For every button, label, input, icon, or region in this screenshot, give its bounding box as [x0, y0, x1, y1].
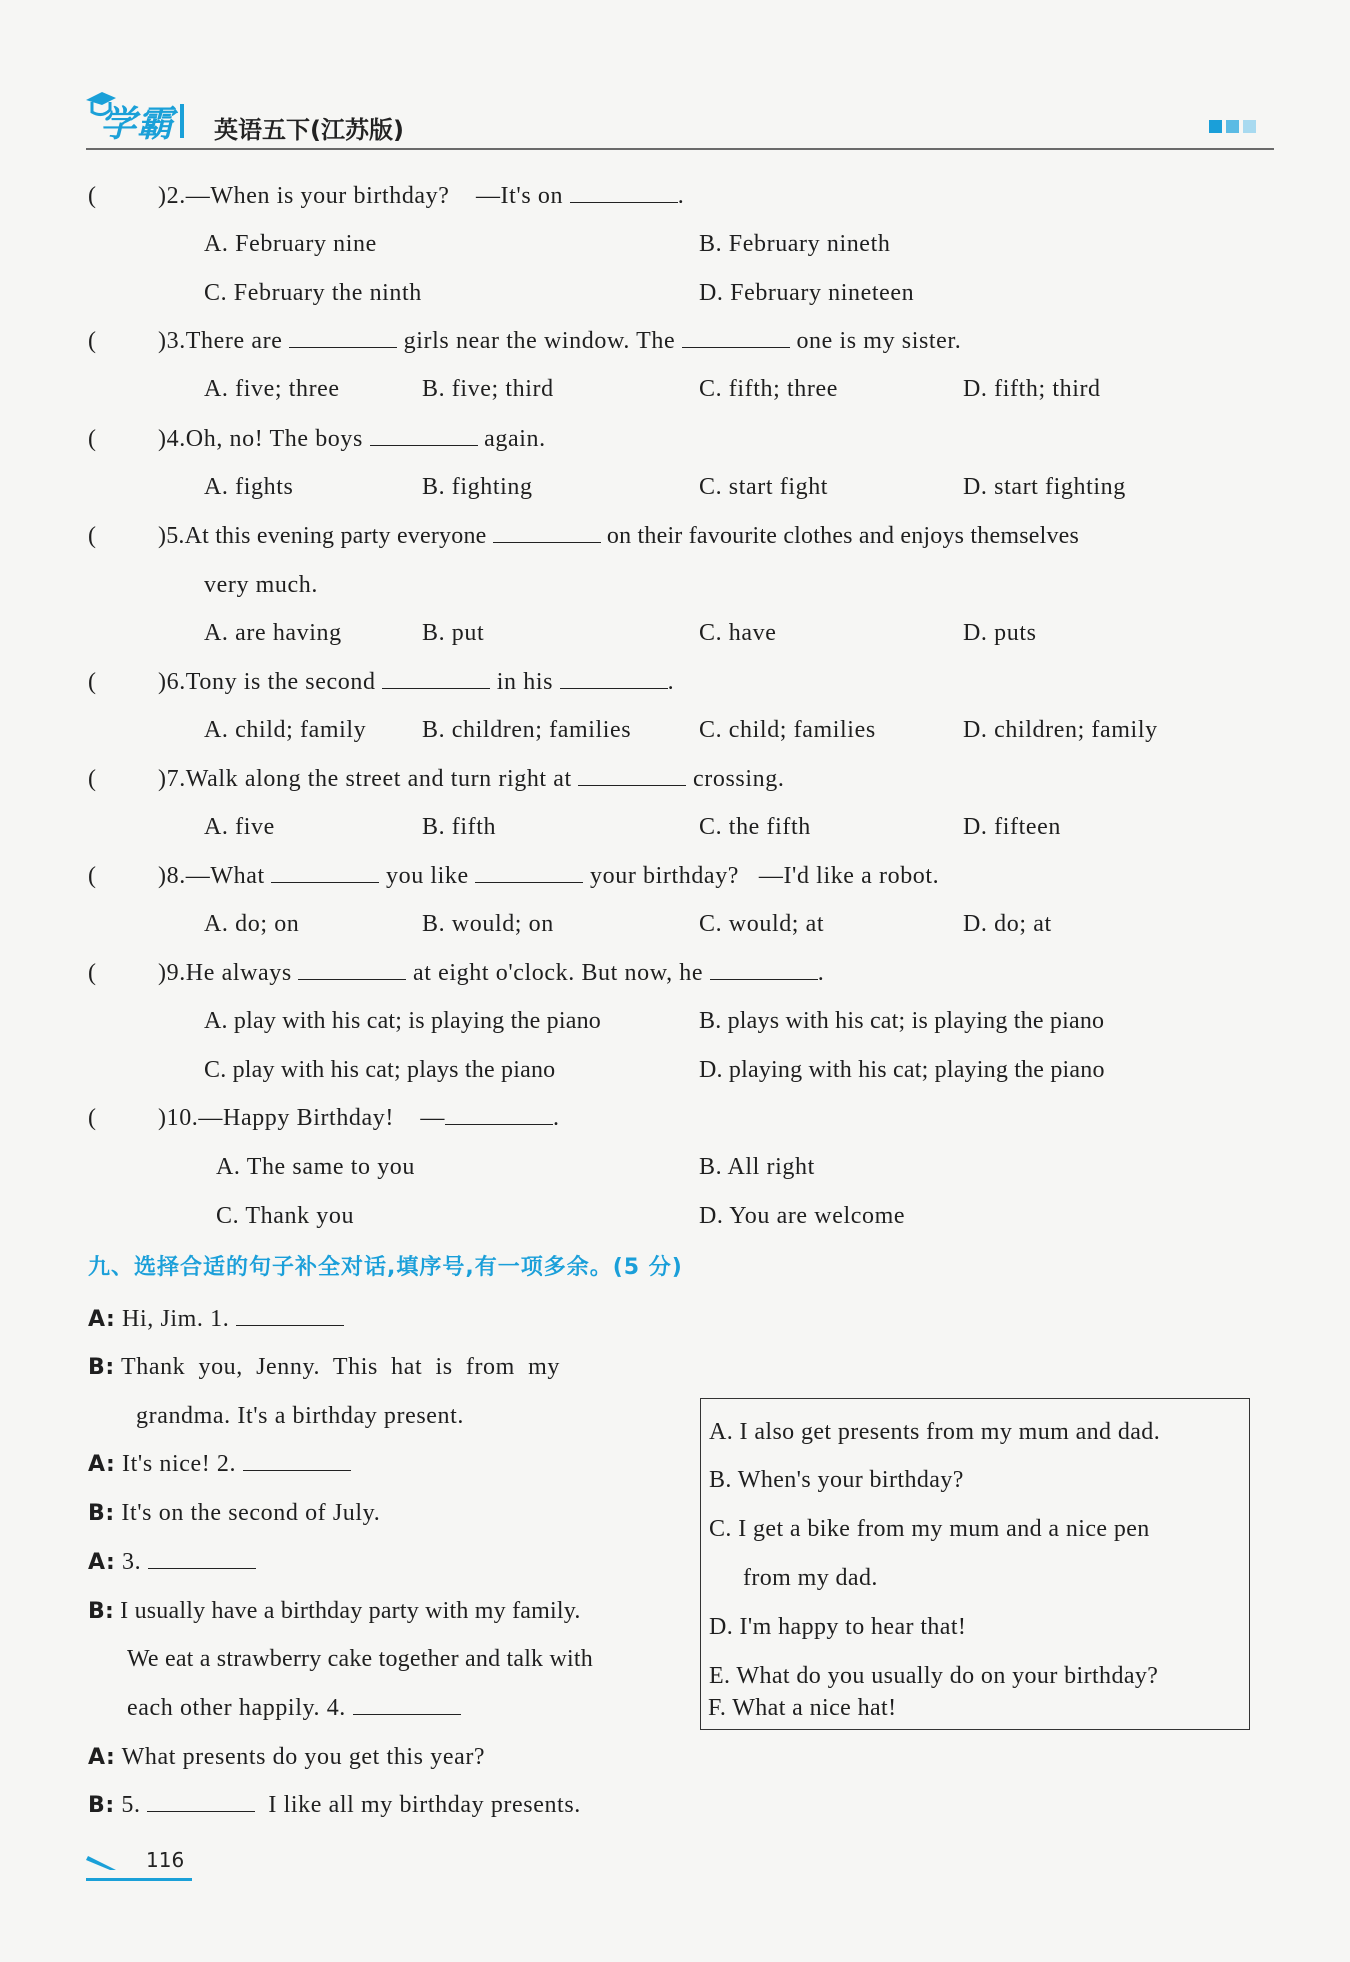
- option: C. Thank you: [216, 1203, 355, 1229]
- answer-blank[interactable]: [445, 1106, 553, 1125]
- answer-paren[interactable]: (: [88, 523, 96, 549]
- option: B. put: [422, 620, 485, 646]
- graduation-cap-icon: [84, 88, 118, 118]
- option: B. would; on: [422, 911, 554, 937]
- option: A. are having: [204, 620, 342, 646]
- question-stem: )8.—What you like your birthday? —I'd like a robot.: [158, 863, 940, 889]
- option: B. plays with his cat; is playing the piano: [699, 1008, 1105, 1034]
- option: B. February nineth: [699, 231, 891, 257]
- question-stem: )3.There are girls near the window. The one is my sister.: [158, 328, 962, 354]
- option: C. start fight: [699, 474, 829, 500]
- option: D. fifth; third: [963, 376, 1101, 402]
- option: A. February nine: [204, 231, 377, 257]
- question-stem: )5.At this evening party everyone on their favourite clothes and enjoys themselves: [158, 523, 1080, 549]
- box-option: C. I get a bike from my mum and a nice pen: [709, 1516, 1150, 1542]
- option: D. puts: [963, 620, 1037, 646]
- answer-blank[interactable]: [243, 1452, 351, 1471]
- answer-blank[interactable]: [710, 961, 818, 980]
- option: B. fighting: [422, 474, 533, 500]
- page-number: 116: [146, 1848, 185, 1872]
- answer-blank[interactable]: [236, 1307, 344, 1326]
- dialogue-line: B: I usually have a birthday party with my family.: [88, 1598, 581, 1624]
- box-option: A. I also get presents from my mum and dad.: [709, 1419, 1161, 1445]
- box-option: D. I'm happy to hear that!: [709, 1614, 967, 1640]
- answer-paren[interactable]: (: [88, 669, 96, 695]
- option: C. play with his cat; plays the piano: [204, 1057, 556, 1083]
- answer-blank[interactable]: [353, 1696, 461, 1715]
- dialogue-line: A: What presents do you get this year?: [88, 1744, 486, 1770]
- logo-text: 学霸: [100, 103, 175, 145]
- dialogue-line: B: Thank you, Jenny. This hat is from my: [88, 1354, 560, 1380]
- answer-blank[interactable]: [148, 1550, 256, 1569]
- answer-blank[interactable]: [271, 864, 379, 883]
- question-stem: )2.—When is your birthday? —It's on .: [158, 183, 685, 209]
- question-stem: )6.Tony is the second in his .: [158, 669, 675, 695]
- option: B. children; families: [422, 717, 632, 743]
- answer-blank[interactable]: [370, 427, 478, 446]
- answer-blank[interactable]: [475, 864, 583, 883]
- dialogue-line: each other happily. 4.: [127, 1693, 461, 1723]
- option: D. February nineteen: [699, 280, 915, 306]
- answer-paren[interactable]: (: [88, 1105, 96, 1131]
- answer-blank[interactable]: [578, 767, 686, 786]
- option: D. playing with his cat; playing the piano: [699, 1057, 1105, 1083]
- option: D. do; at: [963, 911, 1052, 937]
- answer-blank[interactable]: [493, 524, 601, 543]
- answer-blank[interactable]: [289, 329, 397, 348]
- box-option: B. When's your birthday?: [709, 1467, 964, 1493]
- box-option-continuation: from my dad.: [743, 1565, 878, 1591]
- option: C. the fifth: [699, 814, 811, 840]
- dialogue-line: grandma. It's a birthday present.: [136, 1403, 465, 1429]
- option: A. child; family: [204, 717, 367, 743]
- option: C. fifth; three: [699, 376, 838, 402]
- speaker-label: B:: [88, 1501, 115, 1526]
- option: C. have: [699, 620, 777, 646]
- speaker-label: A:: [88, 1452, 116, 1477]
- box-option: F. What a nice hat!: [708, 1695, 897, 1721]
- question-stem-continuation: very much.: [204, 572, 318, 598]
- answer-blank[interactable]: [147, 1793, 255, 1812]
- option: A. do; on: [204, 911, 300, 937]
- speaker-label: A:: [88, 1307, 116, 1332]
- book-title: 英语五下(江苏版): [214, 116, 404, 144]
- answer-paren[interactable]: (: [88, 960, 96, 986]
- answer-blank[interactable]: [560, 670, 668, 689]
- option: A. play with his cat; is playing the piano: [204, 1008, 602, 1034]
- pencil-icon: [86, 1852, 120, 1872]
- option: A. five; three: [204, 376, 340, 402]
- dialogue-line: We eat a strawberry cake together and talk with: [127, 1646, 593, 1672]
- sentence-options-box: [700, 1398, 1250, 1730]
- answer-blank[interactable]: [570, 184, 678, 203]
- answer-paren[interactable]: (: [88, 426, 96, 452]
- answer-blank[interactable]: [382, 670, 490, 689]
- logo-divider: [180, 104, 184, 138]
- speaker-label: A:: [88, 1745, 116, 1770]
- speaker-label: B:: [88, 1793, 115, 1818]
- question-stem: )9.He always at eight o'clock. But now, he .: [158, 960, 825, 986]
- dialogue-line: B: 5. I like all my birthday presents.: [88, 1792, 581, 1818]
- option: D. children; family: [963, 717, 1158, 743]
- option: B. All right: [699, 1154, 815, 1180]
- dialogue-line: A: Hi, Jim. 1.: [88, 1304, 344, 1335]
- header-decoration: [1209, 120, 1256, 133]
- option: B. fifth: [422, 814, 497, 840]
- question-stem: )4.Oh, no! The boys again.: [158, 426, 546, 452]
- speaker-label: B:: [88, 1355, 115, 1380]
- section-title: 九、选择合适的句子补全对话,填序号,有一项多余。(5 分): [88, 1255, 683, 1280]
- option: C. child; families: [699, 717, 876, 743]
- dialogue-line: A: 3.: [88, 1547, 256, 1578]
- answer-blank[interactable]: [682, 329, 790, 348]
- brand-logo: [86, 98, 184, 144]
- answer-paren[interactable]: (: [88, 183, 96, 209]
- answer-paren[interactable]: (: [88, 766, 96, 792]
- option: A. The same to you: [216, 1154, 415, 1180]
- box-option: E. What do you usually do on your birthday?: [709, 1663, 1159, 1689]
- dialogue-line: B: It's on the second of July.: [88, 1500, 381, 1526]
- option: D. fifteen: [963, 814, 1061, 840]
- speaker-label: A:: [88, 1550, 116, 1575]
- option: B. five; third: [422, 376, 554, 402]
- option: A. fights: [204, 474, 294, 500]
- option: D. start fighting: [963, 474, 1126, 500]
- dialogue-line: A: It's nice! 2.: [88, 1449, 351, 1480]
- option: A. five: [204, 814, 275, 840]
- question-stem: )10.—Happy Birthday! — .: [158, 1105, 560, 1131]
- answer-paren[interactable]: (: [88, 328, 96, 354]
- option: C. would; at: [699, 911, 825, 937]
- option: D. You are welcome: [699, 1203, 906, 1229]
- question-stem: )7.Walk along the street and turn right at crossing.: [158, 766, 785, 792]
- page-header: [86, 92, 1274, 150]
- speaker-label: B:: [88, 1599, 114, 1624]
- answer-paren[interactable]: (: [88, 863, 96, 889]
- header-rule: [86, 148, 1274, 150]
- footer-rule: [86, 1878, 192, 1881]
- option: C. February the ninth: [204, 280, 422, 306]
- page-footer: [86, 1848, 196, 1880]
- answer-blank[interactable]: [298, 961, 406, 980]
